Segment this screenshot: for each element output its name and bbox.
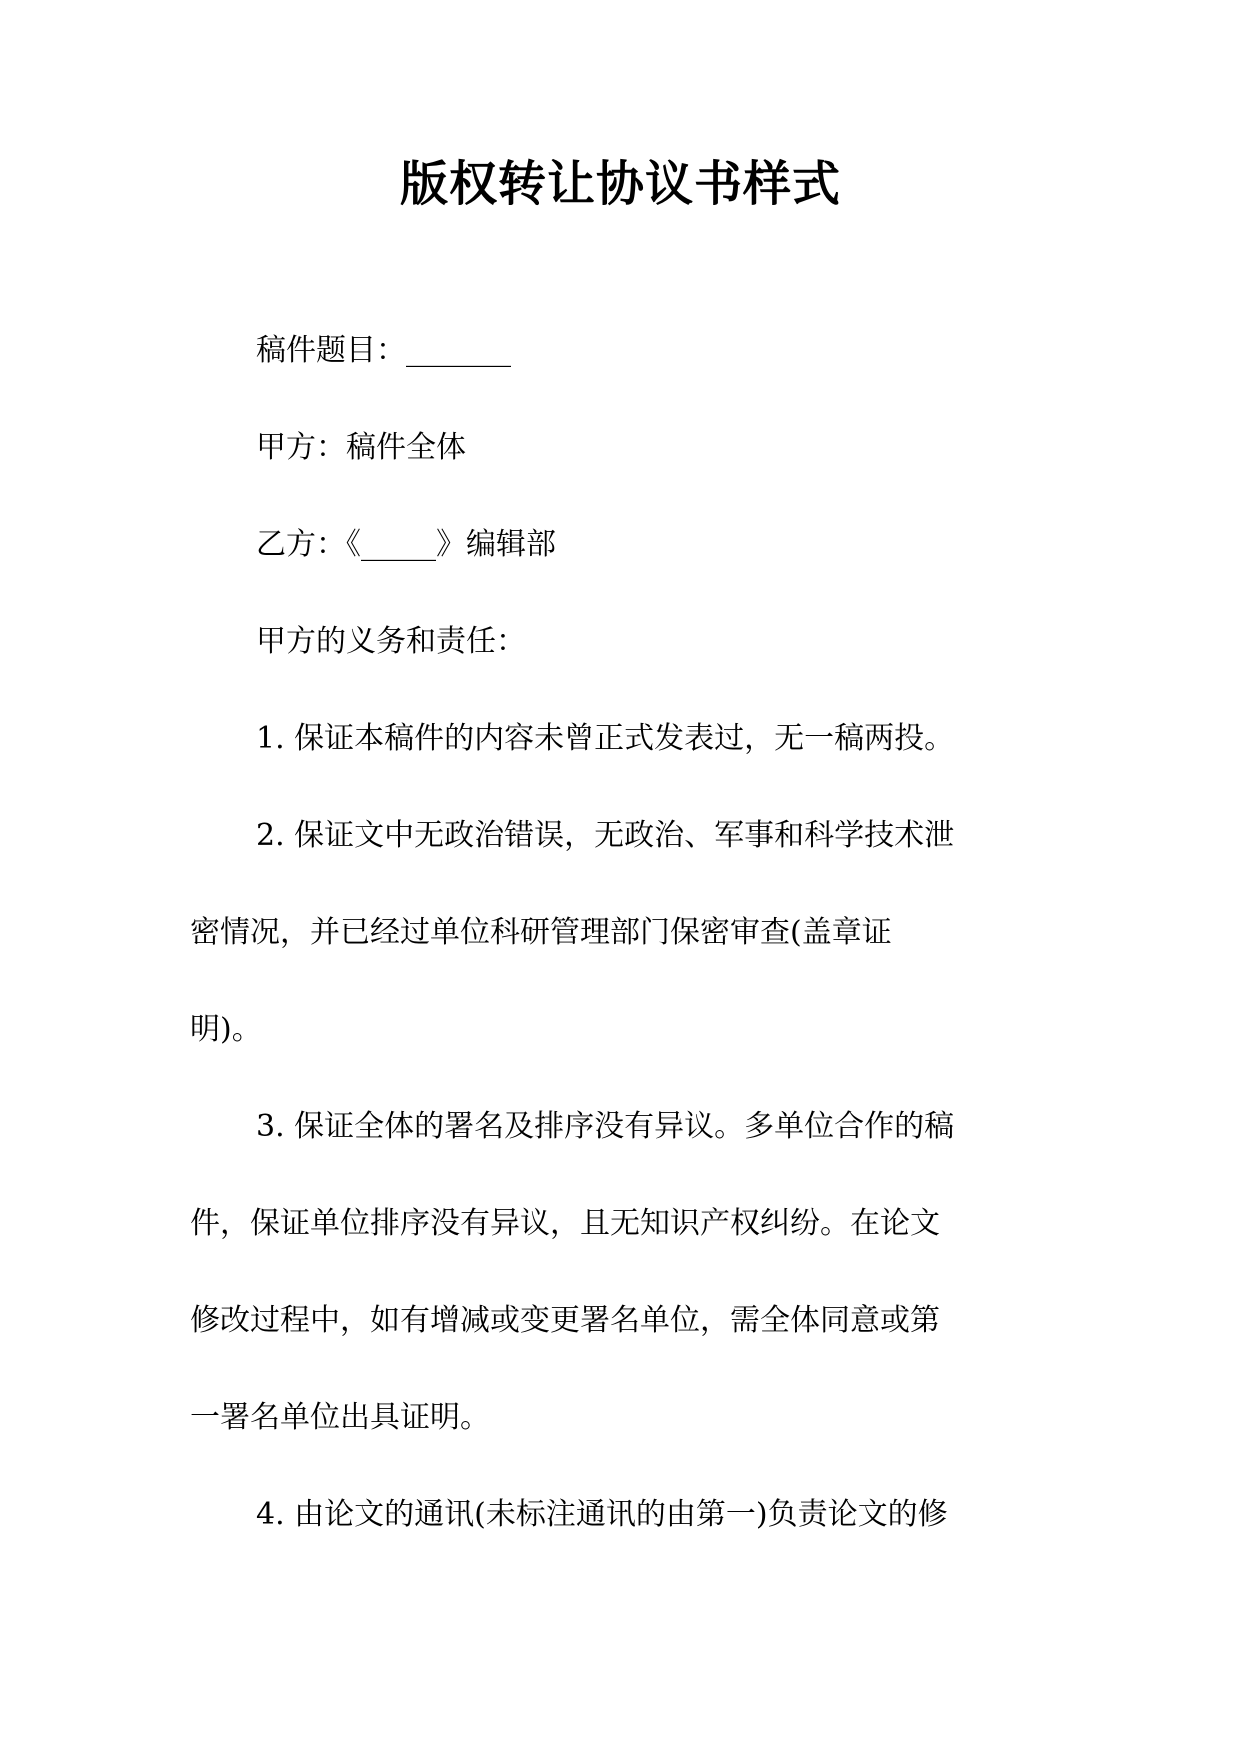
document-body [190, 302, 1050, 1563]
line-clause-3-cont-2: 修改过程中，如有增减或变更署名单位，需全体同意或第 [190, 1303, 940, 1338]
line-clause-2: 2. 保证文中无政治错误，无政治、军事和科学技术泄 [256, 818, 955, 853]
line-party-b: 乙方：《_____》编辑部 [256, 527, 556, 562]
document-title: 版权转让协议书样式 [399, 156, 841, 212]
line-clause-4: 4. 由论文的通讯(未标注通讯的由第一)负责论文的修 [256, 1497, 948, 1532]
line-party-a: 甲方：稿件全体 [256, 430, 466, 465]
line-clause-2-cont-1: 密情况，并已经过单位科研管理部门保密审查(盖章证 [190, 915, 892, 950]
line-party-a-duties-heading: 甲方的义务和责任： [256, 624, 526, 659]
line-clause-1: 1. 保证本稿件的内容未曾正式发表过，无一稿两投。 [256, 721, 955, 756]
line-clause-3: 3. 保证全体的署名及排序没有异议。多单位合作的稿 [256, 1109, 955, 1144]
line-clause-2-cont-2: 明)。 [190, 1012, 262, 1047]
line-clause-3-cont-1: 件，保证单位排序没有异议，且无知识产权纠纷。在论文 [190, 1206, 940, 1241]
line-manuscript-title: 稿件题目：_______ [256, 333, 511, 368]
line-clause-3-cont-3: 一署名单位出具证明。 [190, 1400, 490, 1435]
